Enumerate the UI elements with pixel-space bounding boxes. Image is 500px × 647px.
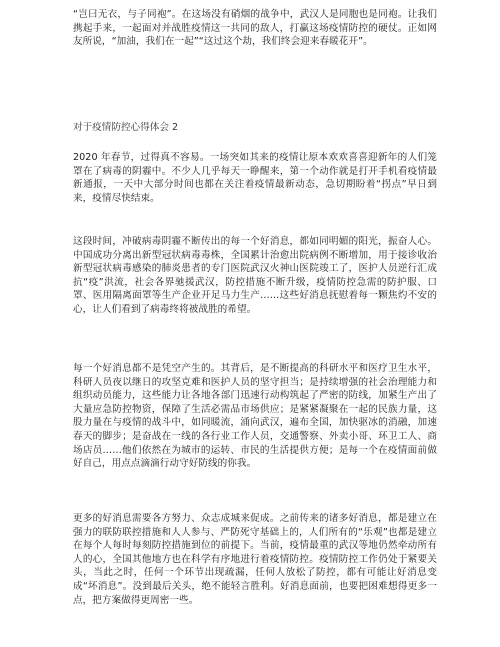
paragraph-4: 每一个好消息都不是凭空产生的。其背后，是不断提高的科研水平和医疗卫生水平，科研人员夜以继日的攻坚克难和医护人员的坚守担当；是持续增强的社会治理能力和组织动员能力，这些能力让各地各部门迅速行动构筑起了严密的防线，加紧生产出了大量应急防控物资，保障了生活必需品市场供应；是紧紧凝聚在一起的民族力量，这股力量在与疫情的战斗中，如同暖流，涌向武汉，遍布全国，加快驱冰的消融，加速春天的脚步；是奋战在一线的各行业工作人员，交通警察、外卖小哥、环卫工人、商场店员……他们依然在为城市的运转、市民的生活提供方便；是每一个在疫情面前做好自己，用点点滴滴行动守好防线的你我。 (73, 363, 437, 470)
paragraph-3: 这段时间，冲破病毒阴霾不断传出的每一个好消息，都如同明媚的阳光，振奋人心。中国成功分离出新型冠状病毒毒株，全国累计治愈出院病例不断增加，用于接诊收治新型冠状病毒感染的肺炎患者的专门医院武汉火神山医院竣工了，医护人员逆行汇成抗“疫”洪流，社会各界驰援武汉，防控措施不断升级，疫情防控急需的防护服、口罩、医用隔离面罩等生产企业开足马力生产……这些好消息抚慰着每一颗焦灼不安的心，让人们看到了病毒终将被战胜的希望。 (73, 236, 437, 315)
section-heading-2: 对于疫情防控心得体会 2 (73, 122, 179, 133)
paragraph-5: 更多的好消息需要各方努力、众志成城来促成。之前传来的诸多好消息，都是建立在强力的联防联控措施和人人参与、严防死守基础上的，人们所有的“乐观”也都是建立在每个人每时每刻防控措施到位的前提下。当前，疫情最重的武汉等地仍然牵动所有人的心，全国其他地方也在科学有序地进行着疫情防控。疫情防控工作仍处于紧要关头，当此之时，任何一个环节出现疏漏，任何人放松了防控，都有可能让好消息变成“坏消息”。没到最后关头，绝不能轻言胜利。好消息面前，也要把困难想得更多一点，把方案做得更周密一些。 (73, 513, 437, 606)
paragraph-1: “岂曰无衣，与子同袍”。在这场没有硝烟的战争中，武汉人是同胞也是同袍。让我们携起手来，一起面对并战胜疫情这一共同的敌人，打赢这场疫情防控的硬仗。正如网友所说，“加油，我们在一起”“这过这个劫，我们终会迎来春暖花开”。 (73, 9, 437, 48)
paragraph-2: 2020 年春节，过得真不容易。一场突如其来的疫情让原本欢欢喜喜迎新年的人们笼罩在了病毒的阴霾中。不少人几乎每天一睁醒来，第一个动作就是打开手机看疫情最新通报，一天中大部分时间也都在关注着疫情最新动态，急切期盼着“拐点”早日到来，疫情尽快结束。 (73, 152, 437, 204)
